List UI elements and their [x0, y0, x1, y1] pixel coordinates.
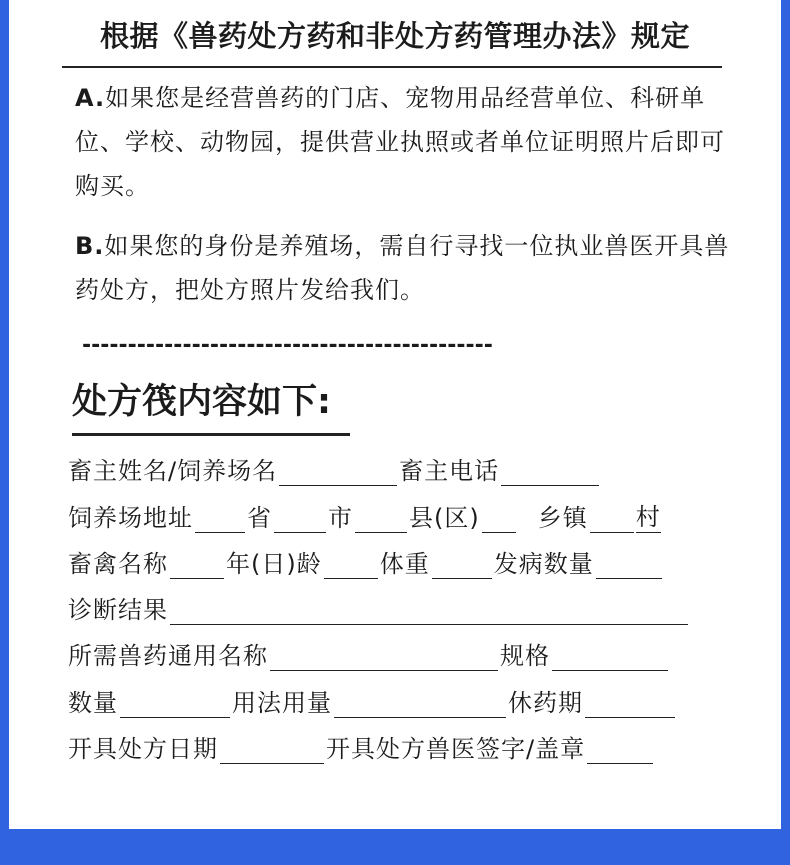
- withdrawal-label: 休药期: [508, 689, 583, 717]
- city-label: 市: [328, 504, 353, 532]
- usage-blank[interactable]: [334, 687, 506, 718]
- spec-blank[interactable]: [552, 640, 668, 671]
- form-row-signature: [68, 730, 655, 764]
- paragraph-a-text: 如果您是经营兽药的门店、宠物用品经营单位、科研单位、学校、动物园，提供营业执照或者单位证明照片后即可购买。: [75, 84, 725, 200]
- form-row-animal: [68, 545, 664, 579]
- animal-name-blank[interactable]: [170, 548, 224, 579]
- province-blank[interactable]: [195, 502, 245, 533]
- form-row-quantity: [68, 684, 677, 718]
- quantity-blank[interactable]: [120, 687, 230, 718]
- quantity-label: 数量: [68, 689, 118, 717]
- title-divider: [62, 66, 722, 68]
- paragraph-a-marker: A.: [75, 84, 106, 112]
- spec-label: 规格: [500, 642, 550, 670]
- animal-name-label: 畜禽名称: [68, 550, 168, 578]
- village-label: 村: [636, 497, 661, 533]
- form-row-diagnosis: [68, 591, 690, 625]
- paragraph-a: [75, 76, 735, 208]
- paragraph-b-text: 如果您的身份是养殖场，需自行寻找一位执业兽医开具兽药处方，把处方照片发给我们。: [75, 232, 730, 304]
- town-label: 乡镇: [537, 504, 588, 532]
- owner-phone-label: 畜主电话: [399, 457, 500, 485]
- form-row-drug: [68, 637, 670, 671]
- province-label: 省: [247, 504, 272, 532]
- date-blank[interactable]: [220, 733, 324, 764]
- owner-phone-blank[interactable]: [501, 455, 599, 486]
- city-blank[interactable]: [274, 502, 326, 533]
- diagnosis-label: 诊断结果: [68, 596, 168, 624]
- section-heading: 处方筏内容如下:: [72, 382, 331, 422]
- usage-label: 用法用量: [232, 689, 332, 717]
- drug-name-label: 所需兽药通用名称: [68, 642, 268, 670]
- signature-blank[interactable]: [587, 733, 653, 764]
- age-label: 年(日)龄: [226, 550, 322, 578]
- owner-name-blank[interactable]: [279, 455, 397, 486]
- owner-name-label: 畜主姓名/饲养场名: [68, 457, 278, 485]
- county-label: 县(区): [409, 504, 480, 532]
- farm-address-label: 饲养场地址: [68, 504, 193, 532]
- page-title: 根据《兽药处方药和非处方药管理办法》规定: [99, 19, 690, 53]
- sick-count-blank[interactable]: [596, 548, 662, 579]
- paragraph-b: [75, 224, 735, 312]
- paragraph-b-marker: B.: [75, 232, 105, 260]
- weight-label: 体重: [379, 550, 430, 578]
- heading-underline: [72, 433, 350, 436]
- dashed-separator: ---------------------------------------------: [82, 333, 493, 358]
- drug-name-blank[interactable]: [270, 640, 498, 671]
- form-row-address: [68, 499, 661, 533]
- weight-blank[interactable]: [432, 548, 492, 579]
- diagnosis-blank[interactable]: [170, 594, 688, 625]
- form-row-owner: [68, 452, 601, 486]
- town-blank[interactable]: [482, 502, 516, 533]
- village-blank[interactable]: [590, 502, 634, 533]
- county-blank[interactable]: [355, 502, 407, 533]
- withdrawal-blank[interactable]: [585, 687, 675, 718]
- date-label: 开具处方日期: [68, 735, 218, 763]
- age-blank[interactable]: [324, 548, 378, 579]
- signature-label: 开具处方兽医签字/盖章: [326, 735, 586, 763]
- sick-count-label: 发病数量: [493, 550, 594, 578]
